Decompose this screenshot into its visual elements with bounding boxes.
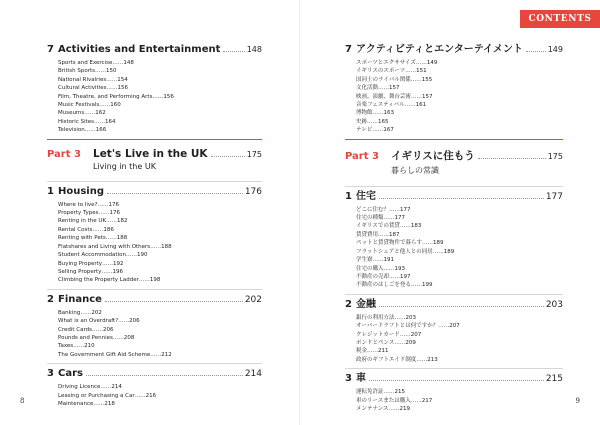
- toc-item[interactable]: スポーツとエクササイズ……149: [356, 60, 438, 66]
- chapter-divider: [345, 294, 563, 295]
- leader-dots: [379, 306, 544, 307]
- toc-item[interactable]: 不動産の売却……197: [356, 273, 411, 280]
- leader-dots: [86, 375, 243, 376]
- chapter-title: 金融: [356, 298, 376, 310]
- chapter-1-heading[interactable]: [47, 185, 262, 199]
- chapter-page: 148: [246, 45, 262, 54]
- chapter-7-items: [345, 59, 563, 135]
- toc-item[interactable]: どこに住む？……177: [356, 206, 411, 213]
- toc-item[interactable]: 映画、演劇、舞台芸術……157: [356, 93, 433, 100]
- toc-item[interactable]: Leasing or Purchasing a Car……216: [58, 392, 157, 399]
- toc-item[interactable]: 車のリースまたは購入……217: [356, 397, 433, 404]
- toc-item[interactable]: 政府のギフトエイド制度……213: [356, 356, 438, 363]
- chapter-7-items: [47, 59, 262, 135]
- toc-item[interactable]: 運転免許証……215: [356, 389, 405, 396]
- chapter-page: 149: [547, 45, 563, 54]
- chapter-number: 1: [47, 185, 54, 197]
- chapter-title: Cars: [58, 368, 83, 380]
- toc-item[interactable]: 不動産のはしごを登る……199: [356, 282, 433, 289]
- toc-item[interactable]: Historic Sites……164: [58, 118, 116, 125]
- toc-item[interactable]: What is an Overdraft?……206: [58, 318, 140, 325]
- chapter-3-items: [345, 388, 563, 413]
- toc-item[interactable]: 住宅の購入……193: [356, 265, 405, 272]
- toc-item[interactable]: Museums……162: [58, 110, 106, 117]
- toc-item[interactable]: クレジットカード……207: [356, 331, 422, 338]
- toc-item[interactable]: オーバードラフトとは何ですか？……207: [356, 323, 460, 330]
- leader-dots: [107, 193, 243, 194]
- toc-item[interactable]: Banking……202: [58, 309, 102, 316]
- toc-item[interactable]: 住宅の種類……177: [356, 215, 405, 222]
- toc-item[interactable]: Television……166: [58, 127, 107, 134]
- chapter-3-heading[interactable]: [345, 372, 563, 386]
- toc-item[interactable]: テレビ……167: [356, 127, 394, 134]
- chapter-title: Activities and Entertainment: [58, 44, 221, 55]
- toc-item[interactable]: Cultural Activities……156: [58, 85, 128, 92]
- chapter-2-items: [47, 309, 262, 359]
- chapter-page: 203: [545, 299, 563, 310]
- toc-item[interactable]: Film, Theatre, and Performing Arts……156: [58, 93, 174, 100]
- leader-dots: [369, 380, 544, 381]
- chapter-page: 215: [545, 374, 563, 385]
- leader-dots: [105, 301, 243, 302]
- page-number: 9: [575, 397, 580, 405]
- toc-item[interactable]: Rental Costs……186: [58, 226, 114, 233]
- chapter-2-heading[interactable]: [47, 293, 262, 307]
- chapter-title: Housing: [58, 185, 105, 197]
- chapter-3-heading[interactable]: [47, 367, 262, 381]
- toc-item[interactable]: National Rivalries……154: [58, 76, 128, 83]
- part-title: Let's Live in the UK: [93, 147, 208, 160]
- chapter-number: 3: [47, 368, 54, 380]
- toc-item[interactable]: Taxes……210: [58, 343, 95, 350]
- leader-dots: [223, 51, 244, 52]
- chapter-number: 7: [345, 44, 352, 55]
- chapter-title: 車: [356, 373, 366, 385]
- chapter-7-heading[interactable]: [47, 43, 262, 57]
- part-divider: [345, 139, 563, 140]
- page-number: 8: [20, 397, 25, 405]
- toc-item[interactable]: 音楽フェスティバル……161: [356, 102, 427, 109]
- toc-item[interactable]: 銀行の利用方法……203: [356, 314, 416, 321]
- toc-item[interactable]: Student Accommodation……190: [58, 252, 148, 259]
- chapter-3-items: [47, 383, 262, 408]
- part-title: イギリスに住もう: [391, 149, 475, 162]
- chapter-page: 176: [244, 186, 262, 197]
- chapter-page: 202: [244, 294, 262, 305]
- chapter-title: アクティビティとエンターテイメント: [356, 44, 523, 55]
- chapter-page: 177: [545, 191, 563, 202]
- leader-dots: [379, 198, 544, 199]
- chapter-divider: [47, 289, 262, 290]
- contents-badge: CONTENTS: [520, 10, 600, 28]
- toc-item[interactable]: Flatshares and Living with Others……188: [58, 243, 172, 250]
- chapter-title: 住宅: [356, 190, 376, 202]
- leader-dots: [478, 158, 546, 159]
- chapter-divider: [47, 181, 262, 182]
- toc-item[interactable]: 博物館……163: [356, 110, 394, 117]
- toc-item[interactable]: 史跡……165: [356, 118, 389, 125]
- right-page: [300, 0, 600, 425]
- toc-item[interactable]: Music Festivals……160: [58, 102, 121, 109]
- toc-item[interactable]: Renting with Pets……188: [58, 235, 128, 242]
- toc-item[interactable]: メンテナンス……219: [356, 405, 411, 412]
- toc-item[interactable]: ペットと賃貸物件で暮らす……189: [356, 240, 444, 247]
- part-3-heading[interactable]: [345, 148, 563, 163]
- chapter-number: 7: [47, 44, 54, 55]
- chapter-1-heading[interactable]: [345, 190, 563, 204]
- toc-item[interactable]: Buying Property……192: [58, 260, 124, 267]
- part-label: Part 3: [47, 148, 81, 160]
- toc-item[interactable]: Property Types……176: [58, 210, 121, 217]
- toc-item[interactable]: Selling Property……196: [58, 268, 123, 275]
- toc-item[interactable]: フラットシェアと他人との同居……189: [356, 248, 455, 255]
- toc-item[interactable]: Climbing the Property Ladder……198: [58, 277, 161, 284]
- part-3-heading[interactable]: [47, 148, 262, 160]
- chapter-number: 2: [47, 293, 54, 305]
- chapter-page: 214: [244, 369, 262, 380]
- right-toc-column: [345, 40, 563, 417]
- chapter-divider: [47, 363, 262, 364]
- leader-dots: [211, 156, 245, 157]
- part-subtitle: Living in the UK: [93, 161, 156, 171]
- toc-item[interactable]: 税金……211: [356, 348, 389, 355]
- toc-item[interactable]: 国同士のライバル関係……155: [356, 76, 433, 83]
- chapter-2-items: [345, 314, 563, 364]
- chapter-divider: [345, 186, 563, 187]
- leader-dots: [526, 51, 546, 52]
- toc-item[interactable]: The Government Gift Aid Scheme……212: [58, 351, 172, 358]
- toc-item[interactable]: ポンドとペンス……209: [356, 339, 416, 346]
- toc-item[interactable]: イギリスのスポーツ……151: [356, 68, 427, 75]
- toc-item[interactable]: 文化活動……157: [356, 85, 400, 92]
- part-page: 175: [246, 149, 262, 159]
- chapter-title: Finance: [58, 293, 102, 305]
- chapter-number: 1: [345, 190, 352, 202]
- part-divider: [47, 139, 262, 140]
- chapter-divider: [345, 368, 563, 369]
- chapter-2-heading[interactable]: [345, 298, 563, 312]
- part-label: Part 3: [345, 150, 379, 162]
- toc-item[interactable]: 賃貸費用……187: [356, 231, 400, 238]
- toc-item[interactable]: Where to live?……176: [58, 201, 119, 208]
- chapter-number: 3: [345, 373, 352, 385]
- chapter-7-heading[interactable]: [345, 43, 563, 57]
- toc-item[interactable]: イギリスでの賃貸……183: [356, 223, 422, 230]
- left-toc-column: [47, 40, 262, 412]
- toc-item[interactable]: Pounds and Pennies……208: [58, 334, 135, 341]
- toc-item[interactable]: Renting in the UK……182: [58, 218, 128, 225]
- toc-item[interactable]: Sports and Exercise……148: [58, 60, 134, 66]
- toc-item[interactable]: Driving Licence……214: [58, 384, 122, 391]
- chapter-number: 2: [345, 298, 352, 310]
- part-subtitle: 暮らしの常識: [391, 165, 439, 175]
- chapter-1-items: [345, 206, 563, 290]
- toc-item[interactable]: Credit Cards……206: [58, 326, 114, 333]
- toc-item[interactable]: 学生寮……191: [356, 257, 394, 264]
- chapter-1-items: [47, 201, 262, 285]
- part-page: 175: [547, 151, 563, 161]
- toc-item[interactable]: Maintenance……218: [58, 400, 115, 407]
- toc-item[interactable]: British Sports……150: [58, 68, 117, 75]
